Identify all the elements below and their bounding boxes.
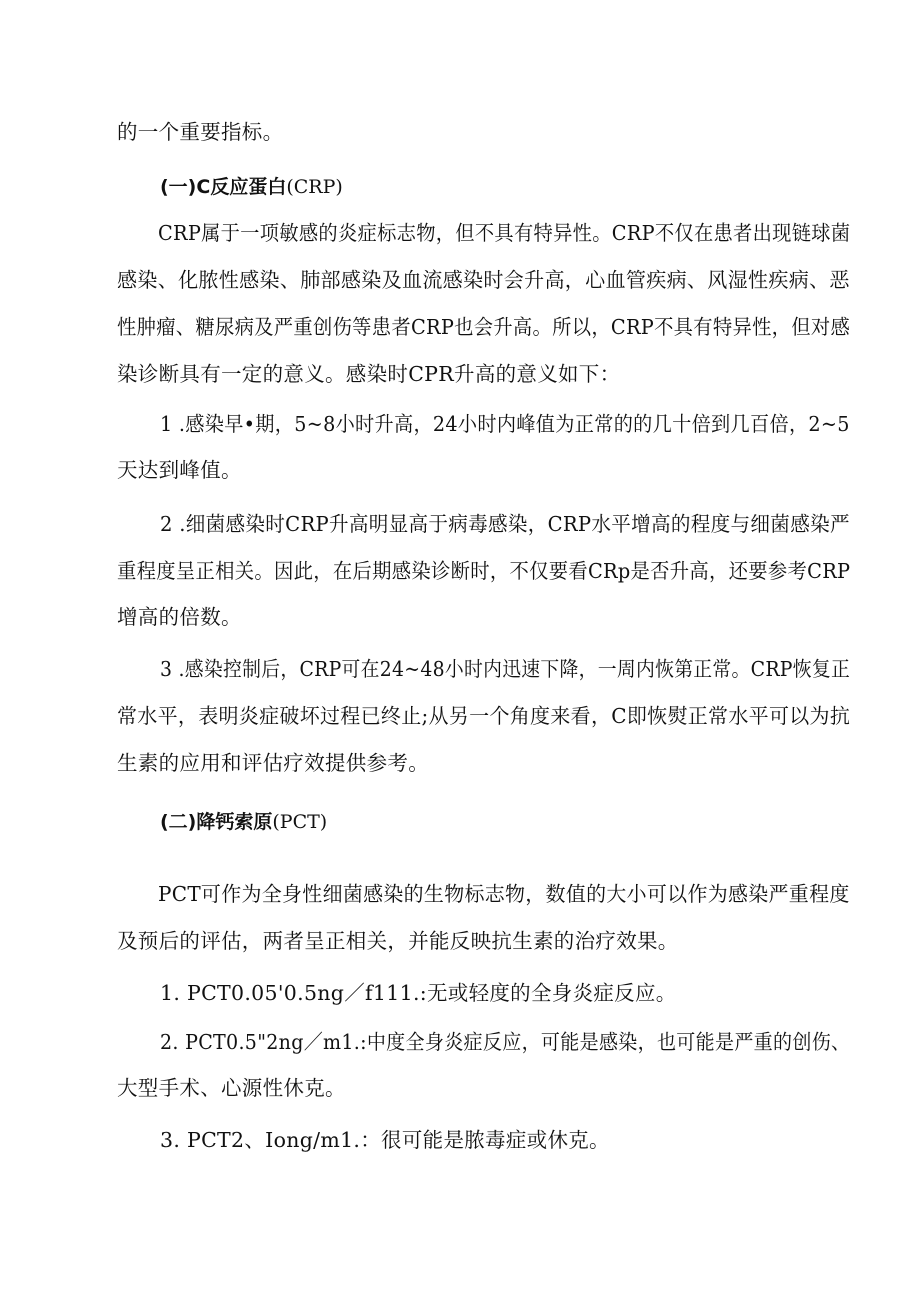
list-item-line: 3. PCT2、Iong/m1.：很可能是脓毒症或休克。 <box>160 1128 610 1152</box>
list-item-line: 重程度呈正相关。因此，在后期感染诊断时，不仅要看CRp是否升高，还要参考CRP <box>117 559 851 583</box>
list-item-line: 增高的倍数。 <box>117 605 242 629</box>
heading-abbr: (PCT) <box>272 811 328 833</box>
list-item-line: 1 .感染早•期，5~8小时升高，24小时内峰值为正常的的几十倍到几百倍，2~5 <box>160 412 850 436</box>
paragraph-line: 染诊断具有一定的意义。感染时CPR升高的意义如下： <box>117 362 621 386</box>
list-item-line: 3 .感染控制后，CRP可在24~48小时内迅速下降，一周内恢第正常。CRP恢复正 <box>160 657 851 681</box>
list-item-line: 生素的应用和评估疗效提供参考。 <box>117 751 429 775</box>
list-item-line: 大型手术、心源性休克。 <box>117 1076 346 1100</box>
heading-number: (二) <box>160 811 197 833</box>
section-heading-pct <box>160 810 327 834</box>
list-item-line: 常水平，表明炎症破坏过程已终止;从另一个角度来看，C即恢熨正常水平可以为抗 <box>117 704 851 728</box>
heading-abbr: (CRP) <box>286 176 343 198</box>
paragraph-line: 感染、化脓性感染、肺部感染及血流感染时会升高，心血管疾病、风湿性疾病、恶 <box>117 268 850 292</box>
list-item-line: 天达到峰值。 <box>117 458 242 482</box>
heading-title: 降钙索原 <box>196 811 273 833</box>
paragraph-line: CRP属于一项敏感的炎症标志物，但不具有特异性。CRP不仅在患者出现链球菌 <box>158 221 851 245</box>
paragraph-line: PCT可作为全身性细菌感染的生物标志物，数值的大小可以作为感染严重程度 <box>158 882 850 906</box>
intro-line: 的一个重要指标。 <box>117 120 284 144</box>
section-heading-crp <box>160 175 343 199</box>
heading-title: C反应蛋白 <box>196 176 287 198</box>
list-item-line: 2 .细菌感染时CRP升高明显高于病毒感染，CRP水平增高的程度与细菌感染严 <box>160 512 850 536</box>
heading-number: (一) <box>160 176 197 198</box>
list-item-line: 1. PCT0.05'0.5ng／f111.:无或轻度的全身炎症反应。 <box>160 981 677 1005</box>
paragraph-line: 及预后的评估，两者呈正相关，并能反映抗生素的治疗效果。 <box>117 929 679 953</box>
list-item-line: 2. PCT0.5"2ng／m1.:中度全身炎症反应，可能是感染，也可能是严重的创伤、 <box>160 1030 851 1054</box>
paragraph-line: 性肿瘤、糖尿病及严重创伤等患者CRP也会升高。所以，CRP不具有特异性，但对感 <box>117 315 851 339</box>
